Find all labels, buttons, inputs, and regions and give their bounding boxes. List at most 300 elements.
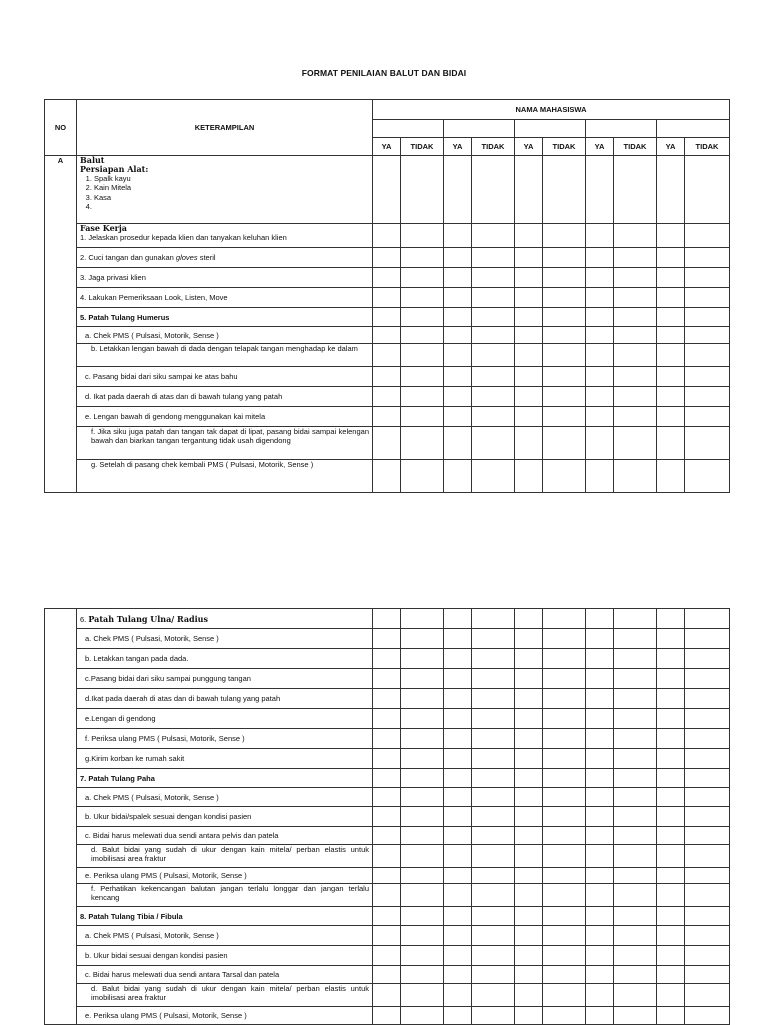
- score-cell[interactable]: [401, 749, 444, 769]
- score-cell[interactable]: [444, 845, 472, 868]
- score-cell[interactable]: [373, 884, 401, 907]
- score-cell[interactable]: [586, 649, 614, 669]
- score-cell[interactable]: [472, 769, 515, 788]
- score-cell[interactable]: [373, 907, 401, 926]
- score-cell[interactable]: [543, 884, 586, 907]
- score-cell[interactable]: [401, 966, 444, 984]
- score-cell[interactable]: [586, 224, 614, 248]
- score-cell[interactable]: [586, 966, 614, 984]
- score-cell[interactable]: [614, 387, 657, 407]
- score-cell[interactable]: [472, 367, 515, 387]
- score-cell[interactable]: [685, 984, 730, 1007]
- score-cell[interactable]: [472, 268, 515, 288]
- score-cell[interactable]: [444, 709, 472, 729]
- score-cell[interactable]: [401, 868, 444, 884]
- score-cell[interactable]: [515, 427, 543, 460]
- score-cell[interactable]: [586, 907, 614, 926]
- score-cell[interactable]: [685, 827, 730, 845]
- score-cell[interactable]: [373, 649, 401, 669]
- score-cell[interactable]: [685, 769, 730, 788]
- score-cell[interactable]: [614, 788, 657, 807]
- score-cell[interactable]: [373, 984, 401, 1007]
- score-cell[interactable]: [444, 427, 472, 460]
- score-cell[interactable]: [444, 407, 472, 427]
- score-cell[interactable]: [614, 248, 657, 268]
- score-cell[interactable]: [543, 629, 586, 649]
- score-cell[interactable]: [543, 689, 586, 709]
- score-cell[interactable]: [373, 120, 444, 138]
- score-cell[interactable]: [373, 926, 401, 946]
- score-cell[interactable]: [373, 248, 401, 268]
- score-cell[interactable]: [373, 344, 401, 367]
- score-cell[interactable]: [444, 788, 472, 807]
- score-cell[interactable]: [515, 248, 543, 268]
- score-cell[interactable]: [515, 709, 543, 729]
- score-cell[interactable]: [444, 1007, 472, 1025]
- score-cell[interactable]: [543, 827, 586, 845]
- score-cell[interactable]: [543, 327, 586, 344]
- score-cell[interactable]: [657, 120, 730, 138]
- score-cell[interactable]: [586, 248, 614, 268]
- score-cell[interactable]: [586, 629, 614, 649]
- score-cell[interactable]: [444, 344, 472, 367]
- score-cell[interactable]: [543, 669, 586, 689]
- score-cell[interactable]: [657, 827, 685, 845]
- score-cell[interactable]: [657, 966, 685, 984]
- score-cell[interactable]: [373, 367, 401, 387]
- score-cell[interactable]: [515, 807, 543, 827]
- score-cell[interactable]: [543, 868, 586, 884]
- score-cell[interactable]: [373, 769, 401, 788]
- score-cell[interactable]: [614, 288, 657, 308]
- score-cell[interactable]: [614, 327, 657, 344]
- score-cell[interactable]: [472, 868, 515, 884]
- score-cell[interactable]: [472, 669, 515, 689]
- score-cell[interactable]: [444, 769, 472, 788]
- score-cell[interactable]: [657, 156, 685, 224]
- score-cell[interactable]: [373, 609, 401, 629]
- score-cell[interactable]: [685, 926, 730, 946]
- score-cell[interactable]: [685, 327, 730, 344]
- score-cell[interactable]: [657, 868, 685, 884]
- score-cell[interactable]: [685, 669, 730, 689]
- score-cell[interactable]: [444, 367, 472, 387]
- score-cell[interactable]: [657, 984, 685, 1007]
- score-cell[interactable]: [614, 729, 657, 749]
- score-cell[interactable]: [657, 407, 685, 427]
- score-cell[interactable]: [543, 769, 586, 788]
- score-cell[interactable]: [444, 729, 472, 749]
- score-cell[interactable]: [586, 729, 614, 749]
- score-cell[interactable]: [685, 729, 730, 749]
- score-cell[interactable]: [657, 427, 685, 460]
- score-cell[interactable]: [401, 709, 444, 729]
- score-cell[interactable]: [685, 268, 730, 288]
- score-cell[interactable]: [543, 729, 586, 749]
- score-cell[interactable]: [685, 649, 730, 669]
- score-cell[interactable]: [586, 689, 614, 709]
- score-cell[interactable]: [373, 460, 401, 493]
- score-cell[interactable]: [614, 367, 657, 387]
- score-cell[interactable]: [515, 966, 543, 984]
- score-cell[interactable]: [401, 1007, 444, 1025]
- score-cell[interactable]: [373, 1007, 401, 1025]
- score-cell[interactable]: [657, 709, 685, 729]
- score-cell[interactable]: [444, 966, 472, 984]
- score-cell[interactable]: [472, 427, 515, 460]
- score-cell[interactable]: [401, 907, 444, 926]
- score-cell[interactable]: [401, 884, 444, 907]
- score-cell[interactable]: [586, 327, 614, 344]
- score-cell[interactable]: [586, 845, 614, 868]
- score-cell[interactable]: [657, 669, 685, 689]
- score-cell[interactable]: [586, 427, 614, 460]
- score-cell[interactable]: [472, 807, 515, 827]
- score-cell[interactable]: [401, 649, 444, 669]
- score-cell[interactable]: [614, 649, 657, 669]
- score-cell[interactable]: [614, 749, 657, 769]
- score-cell[interactable]: [401, 669, 444, 689]
- score-cell[interactable]: [515, 788, 543, 807]
- score-cell[interactable]: [543, 609, 586, 629]
- score-cell[interactable]: [444, 807, 472, 827]
- score-cell[interactable]: [543, 788, 586, 807]
- score-cell[interactable]: [515, 120, 586, 138]
- score-cell[interactable]: [444, 327, 472, 344]
- score-cell[interactable]: [472, 609, 515, 629]
- score-cell[interactable]: [373, 407, 401, 427]
- score-cell[interactable]: [586, 120, 657, 138]
- score-cell[interactable]: [657, 629, 685, 649]
- score-cell[interactable]: [401, 729, 444, 749]
- score-cell[interactable]: [685, 407, 730, 427]
- score-cell[interactable]: [586, 769, 614, 788]
- score-cell[interactable]: [543, 248, 586, 268]
- score-cell[interactable]: [685, 807, 730, 827]
- score-cell[interactable]: [444, 629, 472, 649]
- score-cell[interactable]: [444, 946, 472, 966]
- score-cell[interactable]: [373, 868, 401, 884]
- score-cell[interactable]: [586, 268, 614, 288]
- score-cell[interactable]: [657, 769, 685, 788]
- score-cell[interactable]: [685, 966, 730, 984]
- score-cell[interactable]: [657, 649, 685, 669]
- score-cell[interactable]: [685, 460, 730, 493]
- score-cell[interactable]: [373, 807, 401, 827]
- score-cell[interactable]: [515, 367, 543, 387]
- score-cell[interactable]: [373, 268, 401, 288]
- score-cell[interactable]: [401, 224, 444, 248]
- score-cell[interactable]: [586, 308, 614, 327]
- score-cell[interactable]: [586, 407, 614, 427]
- score-cell[interactable]: [685, 709, 730, 729]
- score-cell[interactable]: [373, 788, 401, 807]
- score-cell[interactable]: [586, 709, 614, 729]
- score-cell[interactable]: [472, 749, 515, 769]
- score-cell[interactable]: [543, 946, 586, 966]
- score-cell[interactable]: [685, 749, 730, 769]
- score-cell[interactable]: [614, 1007, 657, 1025]
- score-cell[interactable]: [444, 689, 472, 709]
- score-cell[interactable]: [657, 308, 685, 327]
- score-cell[interactable]: [472, 884, 515, 907]
- score-cell[interactable]: [444, 120, 515, 138]
- score-cell[interactable]: [614, 807, 657, 827]
- score-cell[interactable]: [472, 689, 515, 709]
- score-cell[interactable]: [401, 460, 444, 493]
- score-cell[interactable]: [614, 609, 657, 629]
- score-cell[interactable]: [685, 884, 730, 907]
- score-cell[interactable]: [444, 827, 472, 845]
- score-cell[interactable]: [657, 344, 685, 367]
- score-cell[interactable]: [373, 224, 401, 248]
- score-cell[interactable]: [515, 407, 543, 427]
- score-cell[interactable]: [373, 669, 401, 689]
- score-cell[interactable]: [614, 407, 657, 427]
- score-cell[interactable]: [543, 749, 586, 769]
- score-cell[interactable]: [586, 344, 614, 367]
- score-cell[interactable]: [401, 689, 444, 709]
- score-cell[interactable]: [614, 308, 657, 327]
- score-cell[interactable]: [472, 308, 515, 327]
- score-cell[interactable]: [401, 156, 444, 224]
- score-cell[interactable]: [657, 327, 685, 344]
- score-cell[interactable]: [614, 629, 657, 649]
- score-cell[interactable]: [515, 845, 543, 868]
- score-cell[interactable]: [543, 156, 586, 224]
- score-cell[interactable]: [657, 946, 685, 966]
- score-cell[interactable]: [472, 1007, 515, 1025]
- score-cell[interactable]: [401, 827, 444, 845]
- score-cell[interactable]: [614, 827, 657, 845]
- score-cell[interactable]: [472, 984, 515, 1007]
- score-cell[interactable]: [586, 788, 614, 807]
- score-cell[interactable]: [515, 156, 543, 224]
- score-cell[interactable]: [373, 845, 401, 868]
- score-cell[interactable]: [515, 224, 543, 248]
- score-cell[interactable]: [444, 308, 472, 327]
- score-cell[interactable]: [685, 248, 730, 268]
- score-cell[interactable]: [657, 749, 685, 769]
- score-cell[interactable]: [586, 156, 614, 224]
- score-cell[interactable]: [515, 868, 543, 884]
- score-cell[interactable]: [472, 407, 515, 427]
- score-cell[interactable]: [614, 689, 657, 709]
- score-cell[interactable]: [614, 966, 657, 984]
- score-cell[interactable]: [614, 868, 657, 884]
- score-cell[interactable]: [373, 749, 401, 769]
- score-cell[interactable]: [614, 709, 657, 729]
- score-cell[interactable]: [614, 268, 657, 288]
- score-cell[interactable]: [657, 788, 685, 807]
- score-cell[interactable]: [472, 460, 515, 493]
- score-cell[interactable]: [685, 387, 730, 407]
- score-cell[interactable]: [515, 649, 543, 669]
- score-cell[interactable]: [515, 769, 543, 788]
- score-cell[interactable]: [657, 907, 685, 926]
- score-cell[interactable]: [401, 327, 444, 344]
- score-cell[interactable]: [685, 1007, 730, 1025]
- score-cell[interactable]: [685, 629, 730, 649]
- score-cell[interactable]: [614, 344, 657, 367]
- score-cell[interactable]: [401, 344, 444, 367]
- score-cell[interactable]: [401, 308, 444, 327]
- score-cell[interactable]: [401, 367, 444, 387]
- score-cell[interactable]: [373, 689, 401, 709]
- score-cell[interactable]: [401, 407, 444, 427]
- score-cell[interactable]: [444, 224, 472, 248]
- score-cell[interactable]: [515, 609, 543, 629]
- score-cell[interactable]: [657, 845, 685, 868]
- score-cell[interactable]: [401, 427, 444, 460]
- score-cell[interactable]: [586, 288, 614, 308]
- score-cell[interactable]: [586, 609, 614, 629]
- score-cell[interactable]: [586, 367, 614, 387]
- score-cell[interactable]: [444, 926, 472, 946]
- score-cell[interactable]: [657, 367, 685, 387]
- score-cell[interactable]: [543, 387, 586, 407]
- score-cell[interactable]: [543, 308, 586, 327]
- score-cell[interactable]: [543, 709, 586, 729]
- score-cell[interactable]: [515, 268, 543, 288]
- score-cell[interactable]: [515, 669, 543, 689]
- score-cell[interactable]: [543, 460, 586, 493]
- score-cell[interactable]: [401, 807, 444, 827]
- score-cell[interactable]: [657, 288, 685, 308]
- score-cell[interactable]: [586, 749, 614, 769]
- score-cell[interactable]: [444, 156, 472, 224]
- score-cell[interactable]: [543, 268, 586, 288]
- score-cell[interactable]: [586, 807, 614, 827]
- score-cell[interactable]: [586, 669, 614, 689]
- score-cell[interactable]: [515, 926, 543, 946]
- score-cell[interactable]: [657, 1007, 685, 1025]
- score-cell[interactable]: [614, 926, 657, 946]
- score-cell[interactable]: [685, 689, 730, 709]
- score-cell[interactable]: [401, 248, 444, 268]
- score-cell[interactable]: [472, 327, 515, 344]
- score-cell[interactable]: [472, 788, 515, 807]
- score-cell[interactable]: [543, 807, 586, 827]
- score-cell[interactable]: [472, 344, 515, 367]
- score-cell[interactable]: [515, 1007, 543, 1025]
- score-cell[interactable]: [657, 884, 685, 907]
- score-cell[interactable]: [685, 288, 730, 308]
- score-cell[interactable]: [657, 387, 685, 407]
- score-cell[interactable]: [373, 327, 401, 344]
- score-cell[interactable]: [586, 827, 614, 845]
- score-cell[interactable]: [472, 966, 515, 984]
- score-cell[interactable]: [401, 609, 444, 629]
- score-cell[interactable]: [614, 845, 657, 868]
- score-cell[interactable]: [614, 907, 657, 926]
- score-cell[interactable]: [543, 966, 586, 984]
- score-cell[interactable]: [586, 868, 614, 884]
- score-cell[interactable]: [515, 460, 543, 493]
- score-cell[interactable]: [373, 827, 401, 845]
- score-cell[interactable]: [472, 629, 515, 649]
- score-cell[interactable]: [543, 407, 586, 427]
- score-cell[interactable]: [472, 827, 515, 845]
- score-cell[interactable]: [543, 344, 586, 367]
- score-cell[interactable]: [444, 248, 472, 268]
- score-cell[interactable]: [472, 156, 515, 224]
- score-cell[interactable]: [373, 156, 401, 224]
- score-cell[interactable]: [657, 807, 685, 827]
- score-cell[interactable]: [373, 288, 401, 308]
- score-cell[interactable]: [472, 224, 515, 248]
- score-cell[interactable]: [685, 367, 730, 387]
- score-cell[interactable]: [444, 288, 472, 308]
- score-cell[interactable]: [543, 1007, 586, 1025]
- score-cell[interactable]: [657, 224, 685, 248]
- score-cell[interactable]: [614, 984, 657, 1007]
- score-cell[interactable]: [614, 669, 657, 689]
- score-cell[interactable]: [586, 460, 614, 493]
- score-cell[interactable]: [472, 845, 515, 868]
- score-cell[interactable]: [401, 629, 444, 649]
- score-cell[interactable]: [685, 156, 730, 224]
- score-cell[interactable]: [685, 427, 730, 460]
- score-cell[interactable]: [373, 709, 401, 729]
- score-cell[interactable]: [444, 749, 472, 769]
- score-cell[interactable]: [401, 926, 444, 946]
- score-cell[interactable]: [586, 926, 614, 946]
- score-cell[interactable]: [472, 248, 515, 268]
- score-cell[interactable]: [515, 729, 543, 749]
- score-cell[interactable]: [444, 868, 472, 884]
- score-cell[interactable]: [685, 308, 730, 327]
- score-cell[interactable]: [586, 984, 614, 1007]
- score-cell[interactable]: [515, 907, 543, 926]
- score-cell[interactable]: [543, 926, 586, 946]
- score-cell[interactable]: [444, 669, 472, 689]
- score-cell[interactable]: [657, 729, 685, 749]
- score-cell[interactable]: [614, 769, 657, 788]
- score-cell[interactable]: [614, 946, 657, 966]
- score-cell[interactable]: [543, 907, 586, 926]
- score-cell[interactable]: [657, 689, 685, 709]
- score-cell[interactable]: [373, 946, 401, 966]
- score-cell[interactable]: [401, 268, 444, 288]
- score-cell[interactable]: [401, 984, 444, 1007]
- score-cell[interactable]: [444, 649, 472, 669]
- score-cell[interactable]: [401, 387, 444, 407]
- score-cell[interactable]: [515, 984, 543, 1007]
- score-cell[interactable]: [515, 946, 543, 966]
- score-cell[interactable]: [401, 788, 444, 807]
- score-cell[interactable]: [586, 1007, 614, 1025]
- score-cell[interactable]: [401, 769, 444, 788]
- score-cell[interactable]: [685, 224, 730, 248]
- score-cell[interactable]: [444, 609, 472, 629]
- score-cell[interactable]: [373, 966, 401, 984]
- score-cell[interactable]: [543, 984, 586, 1007]
- score-cell[interactable]: [373, 427, 401, 460]
- score-cell[interactable]: [543, 288, 586, 308]
- score-cell[interactable]: [401, 946, 444, 966]
- score-cell[interactable]: [515, 884, 543, 907]
- score-cell[interactable]: [657, 248, 685, 268]
- score-cell[interactable]: [472, 946, 515, 966]
- score-cell[interactable]: [685, 845, 730, 868]
- score-cell[interactable]: [586, 946, 614, 966]
- score-cell[interactable]: [657, 460, 685, 493]
- score-cell[interactable]: [444, 884, 472, 907]
- score-cell[interactable]: [515, 387, 543, 407]
- score-cell[interactable]: [472, 729, 515, 749]
- score-cell[interactable]: [685, 788, 730, 807]
